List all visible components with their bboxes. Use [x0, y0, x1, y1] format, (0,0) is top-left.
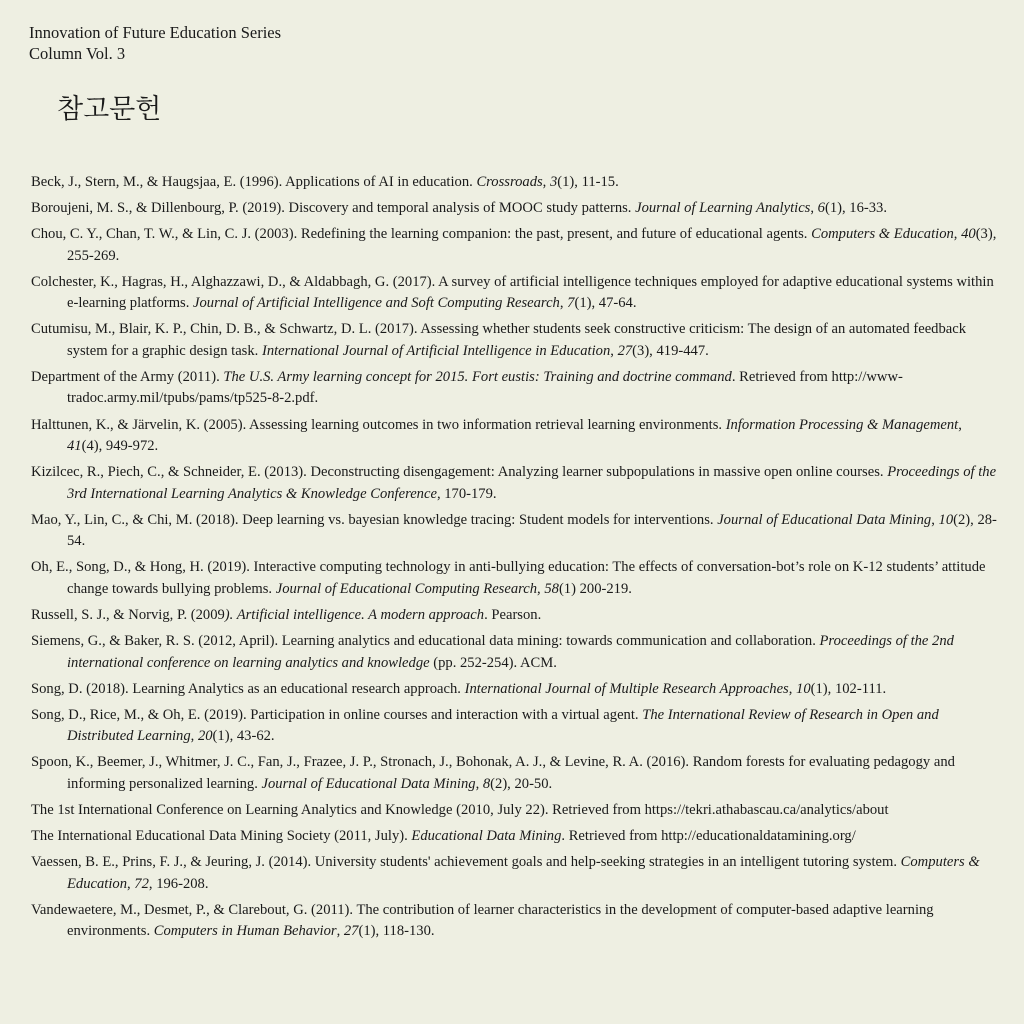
reference-segment: (3), 255-269.: [67, 226, 997, 264]
reference-segment: . Pearson.: [484, 606, 542, 623]
reference-italic-segment: 3: [549, 174, 558, 190]
reference-entry: [31, 852, 999, 895]
reference-segment: (2), 28-54.: [67, 511, 997, 550]
reference-entry: [31, 510, 999, 553]
reference-italic-segment: Journal of Educational Computing Research: [275, 580, 538, 597]
reference-segment: (4), 949-972.: [81, 438, 159, 455]
reference-italic-segment: 7: [567, 295, 575, 312]
reference-list: [31, 172, 999, 947]
reference-italic-segment: International Journal of Multiple Research Approaches: [464, 680, 789, 697]
reference-segment: Mao, Y., Lin, C., & Chi, M. (2018). Deep learning vs. bayesian knowledge tracing: Student models for interventions.: [31, 511, 718, 528]
section-title: 참고문헌: [57, 94, 162, 125]
reference-italic-segment: Computers & Education: [811, 226, 954, 243]
reference-segment: ,: [810, 200, 818, 217]
reference-segment: Vandewaetere, M., Desmet, P., & Clarebout, G. (2011). The contribution of learner characteristics in the development of computer-based adaptive learning environments.: [31, 901, 934, 940]
reference-italic-segment: International Journal of Artificial Intelligence in Education: [261, 342, 611, 359]
reference-italic-segment: 58: [544, 580, 559, 597]
reference-italic-segment: 27: [617, 342, 633, 359]
reference-entry: [31, 605, 999, 627]
reference-segment: (1), 102-111.: [810, 680, 887, 697]
reference-italic-segment: 10: [796, 680, 811, 697]
reference-segment: (2), 20-50.: [490, 775, 553, 792]
reference-segment: Halttunen, K., & Järvelin, K. (2005). Assessing learning outcomes in two information retrieval learning environments.: [31, 416, 726, 433]
reference-italic-segment: Proceedings of the 3rd International Learning Analytics & Knowledge Conference: [67, 464, 997, 502]
reference-segment: (1), 16-33.: [824, 200, 887, 217]
reference-italic-segment: 8: [482, 775, 491, 792]
reference-segment: (1), 118-130.: [358, 923, 435, 940]
reference-segment: Song, D., Rice, M., & Oh, E. (2019). Participation in online courses and interaction with a virtual agent.: [31, 706, 643, 723]
reference-entry: [31, 800, 999, 822]
reference-segment: (pp. 252-254). ACM.: [429, 654, 557, 671]
reference-segment: (1) 200-219.: [558, 580, 632, 597]
reference-segment: ,: [610, 342, 618, 359]
reference-segment: Colchester, K., Hagras, H., Alghazzawi, D., & Aldabbagh, G. (2017). A survey of artificial intelligence techniques employed for adaptive educational systems within e-learning platforms.: [31, 273, 994, 312]
reference-segment: ,: [542, 174, 550, 190]
reference-segment: Oh, E., Song, D., & Hong, H. (2019). Interactive computing technology in anti-bullying education: The effects of conversation-bot’s role on K-12 students’ attitude change towards bullying problems.: [31, 559, 986, 597]
series-header: [29, 22, 281, 64]
reference-segment: Siemens, G., & Baker, R. S. (2012, April). Learning analytics and educational data mining: towards communication and collaboration.: [31, 633, 820, 650]
reference-segment: (1), 47-64.: [574, 295, 637, 312]
reference-segment: ,: [475, 775, 483, 792]
reference-segment: ,: [559, 295, 568, 312]
reference-entry: [31, 826, 999, 848]
reference-segment: Song, D. (2018). Learning Analytics as an educational research approach.: [31, 680, 465, 697]
reference-segment: Chou, C. Y., Chan, T. W., & Lin, C. J. (2003). Redefining the learning companion: the past, present, and future of educational agents.: [31, 226, 812, 243]
reference-segment: The International Educational Data Mining Society (2011, July).: [31, 828, 412, 844]
reference-italic-segment: Computers in Human Behavior: [153, 923, 337, 940]
reference-entry: [31, 752, 999, 795]
reference-segment: Department of the Army (2011).: [31, 368, 224, 385]
reference-segment: . Retrieved from http://www-tradoc.army.mil/tpubs/pams/tp525-8-2.pdf.: [67, 368, 903, 407]
reference-segment: . Retrieved from http://educationaldatamining.org/: [561, 828, 856, 844]
reference-italic-segment: Information Processing & Management: [725, 416, 959, 433]
series-title: Innovation of Future Education Series: [29, 23, 282, 42]
reference-entry: [31, 367, 999, 410]
reference-segment: , 196-208.: [148, 875, 209, 892]
reference-italic-segment: ). Artificial intelligence. A modern approach: [224, 606, 485, 623]
reference-italic-segment: 27: [343, 923, 359, 940]
reference-entry: [31, 415, 999, 458]
reference-italic-segment: Journal of Learning Analytics: [635, 200, 811, 217]
reference-entry: [31, 319, 999, 362]
reference-italic-segment: The International Review of Research in Open and Distributed Learning: [67, 706, 939, 745]
reference-segment: ,: [953, 226, 962, 243]
reference-segment: ,: [127, 875, 135, 892]
reference-entry: [31, 462, 999, 505]
reference-segment: Beck, J., Stern, M., & Haugsjaa, E. (1996). Applications of AI in education.: [31, 174, 477, 190]
reference-segment: Cutumisu, M., Blair, K. P., Chin, D. B., & Schwartz, D. L. (2017). Assessing whether students seek constructive criticism: The design of an automated feedback system for a graphic design task.: [31, 321, 967, 359]
reference-italic-segment: 10: [938, 511, 954, 528]
reference-italic-segment: 41: [67, 438, 82, 455]
reference-segment: (1), 43-62.: [212, 728, 275, 745]
reference-segment: , 170-179.: [436, 485, 497, 502]
reference-segment: Boroujeni, M. S., & Dillenbourg, P. (2019). Discovery and temporal analysis of MOOC study patterns.: [31, 200, 636, 217]
reference-entry: [31, 557, 999, 600]
reference-italic-segment: The U.S. Army learning concept for 2015. Fort eustis: Training and doctrine command: [223, 368, 732, 385]
reference-entry: [31, 631, 999, 674]
reference-segment: The 1st International Conference on Learning Analytics and Knowledge (2010, July 22). Retrieved from https://tekri.athabascau.ca/analytics/about: [31, 801, 889, 818]
reference-segment: Spoon, K., Beemer, J., Whitmer, J. C., Fan, J., Frazee, J. P., Stronach, J., Bohonak, A. J., & Levine, R. A. (2016). Random forests for evaluating pedagogy and informing personalized learning.: [31, 754, 955, 792]
reference-italic-segment: 20: [197, 728, 213, 745]
reference-segment: ,: [788, 680, 797, 697]
reference-segment: Kizilcec, R., Piech, C., & Schneider, E. (2013). Deconstructing disengagement: Analyzing learner subpopulations in massive open online courses.: [31, 464, 888, 481]
reference-segment: (1), 11-15.: [557, 174, 619, 190]
reference-italic-segment: Journal of Educational Data Mining: [261, 775, 476, 792]
reference-segment: ,: [931, 511, 939, 528]
reference-segment: Russell, S. J., & Norvig, P. (2009: [31, 606, 225, 623]
reference-italic-segment: 6: [817, 200, 825, 217]
column-volume: Column Vol. 3: [29, 44, 126, 63]
reference-entry: [31, 272, 999, 315]
reference-entry: [31, 172, 999, 194]
reference-italic-segment: Proceedings of the 2nd international conference on learning analytics and knowledge: [67, 633, 954, 671]
reference-entry: [31, 679, 999, 701]
reference-segment: ,: [336, 923, 344, 940]
reference-italic-segment: Crossroads: [476, 174, 543, 190]
reference-segment: ,: [958, 416, 962, 433]
reference-segment: (3), 419-447.: [632, 342, 709, 359]
reference-italic-segment: Computers & Education: [67, 854, 980, 892]
reference-italic-segment: Educational Data Mining: [411, 828, 562, 844]
reference-entry: [31, 224, 999, 267]
reference-italic-segment: 72: [134, 875, 149, 892]
reference-segment: ,: [537, 580, 545, 597]
reference-entry: [31, 198, 999, 220]
reference-italic-segment: Journal of Educational Data Mining: [717, 511, 932, 528]
reference-italic-segment: 40: [961, 226, 976, 243]
reference-entry: [31, 900, 999, 943]
reference-entry: [31, 705, 999, 748]
reference-segment: Vaessen, B. E., Prins, F. J., & Jeuring, J. (2014). University students' achievement goals and help-seeking strategies in an intelligent tutoring system.: [31, 854, 901, 871]
reference-segment: ,: [190, 728, 198, 745]
reference-italic-segment: Journal of Artificial Intelligence and Soft Computing Research: [193, 295, 560, 312]
